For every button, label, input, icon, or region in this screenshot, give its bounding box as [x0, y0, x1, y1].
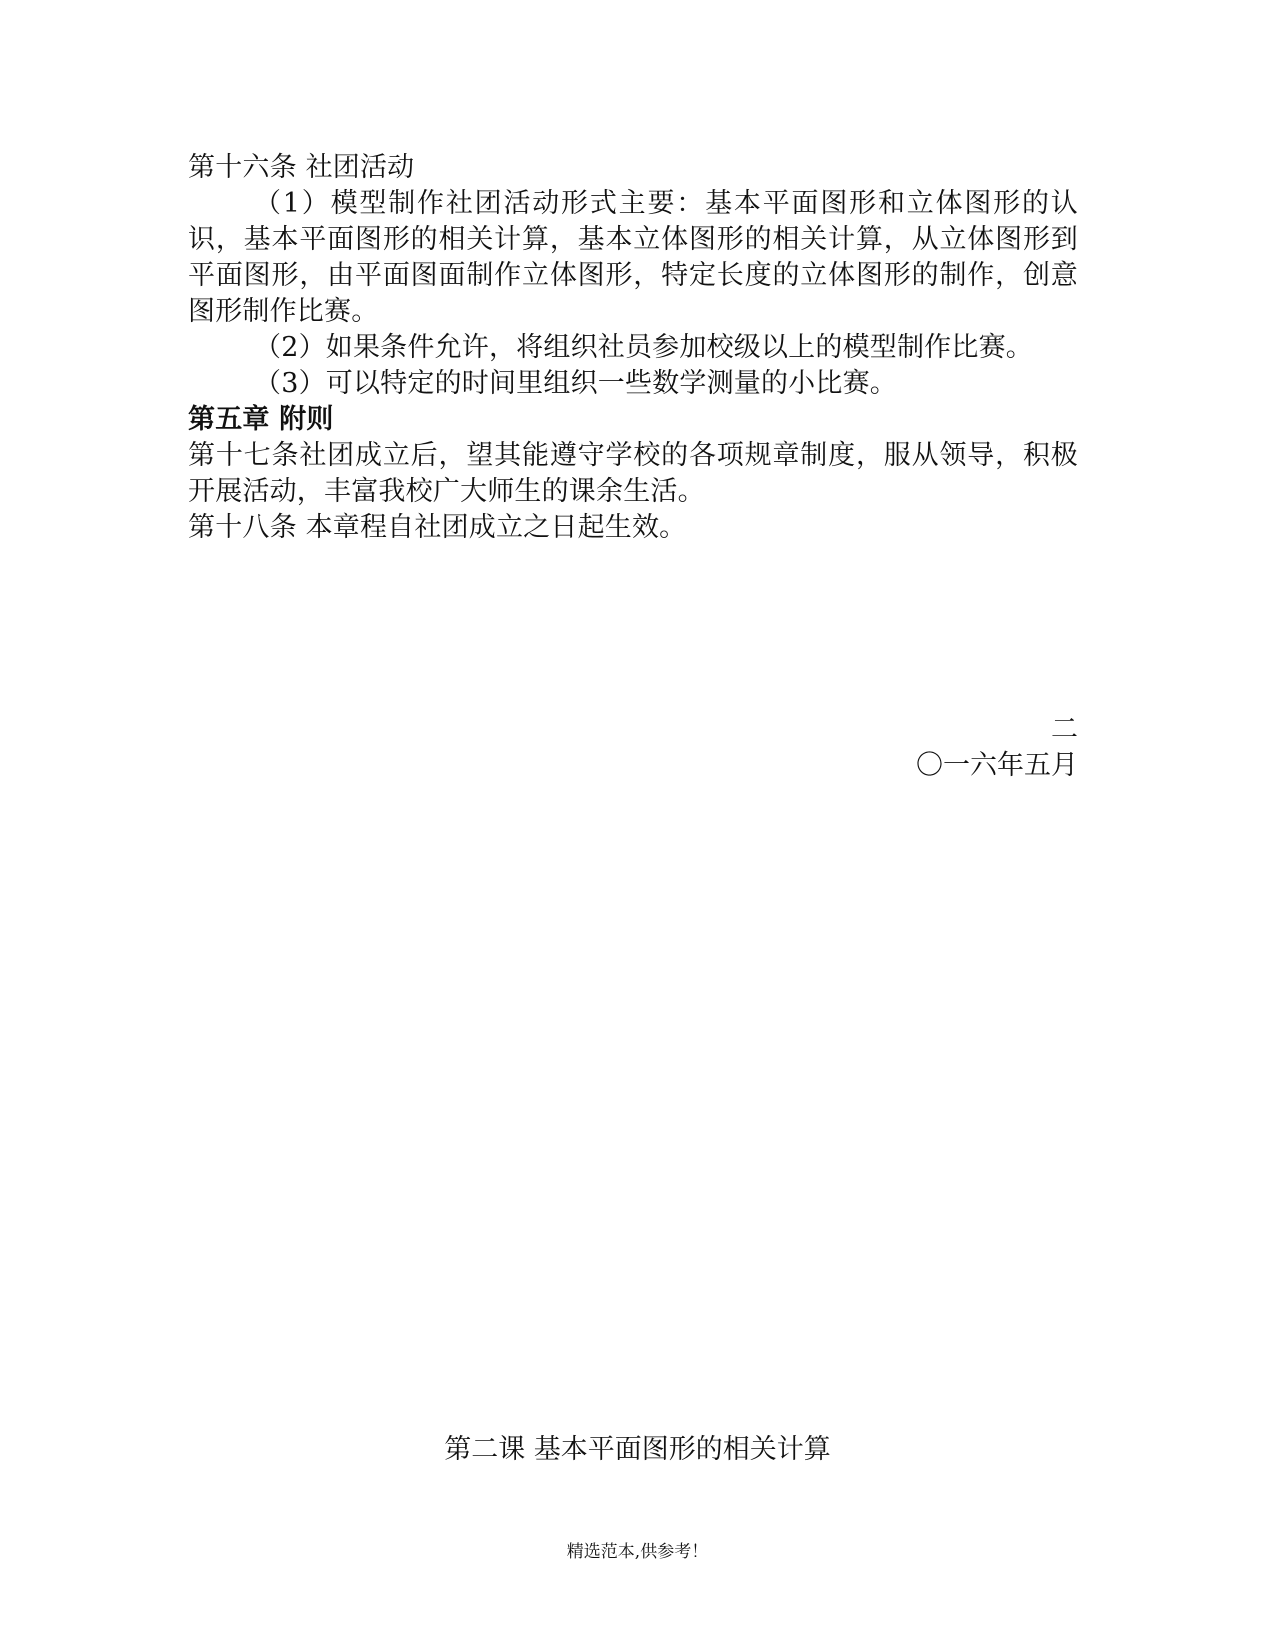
date-line-1: 二	[1051, 714, 1078, 745]
article-16-title: 第十六条 社团活动	[188, 152, 415, 183]
article-16-item-1: （1）模型制作社团活动形式主要：基本平面图形和立体图形的认识，基本平面图形的相关计算，基本立体图形的相关计算，从立体图形到平面图形，由平面图面制作立体图形，特定长度的立体图形的制作，创意图形制作比赛。	[188, 188, 1078, 327]
article-17-text: 第十七条社团成立后，望其能遵守学校的各项规章制度，服从领导，积极开展活动，丰富我校广大师生的课余生活。	[188, 440, 1078, 507]
date-line-2: 〇一六年五月	[916, 750, 1078, 781]
article-16-item-3: （3）可以特定的时间里组织一些数学测量的小比赛。	[254, 368, 897, 399]
article-18-text: 第十八条 本章程自社团成立之日起生效。	[188, 512, 687, 543]
lesson-title: 第二课 基本平面图形的相关计算	[444, 1434, 831, 1465]
article-16-item-2: （2）如果条件允许，将组织社员参加校级以上的模型制作比赛。	[254, 332, 1033, 363]
document-body	[188, 150, 1078, 546]
document-date	[916, 712, 1078, 784]
chapter-5-heading: 第五章 附则	[188, 404, 334, 435]
page-footer: 精选范本,供参考！	[566, 1542, 709, 1562]
